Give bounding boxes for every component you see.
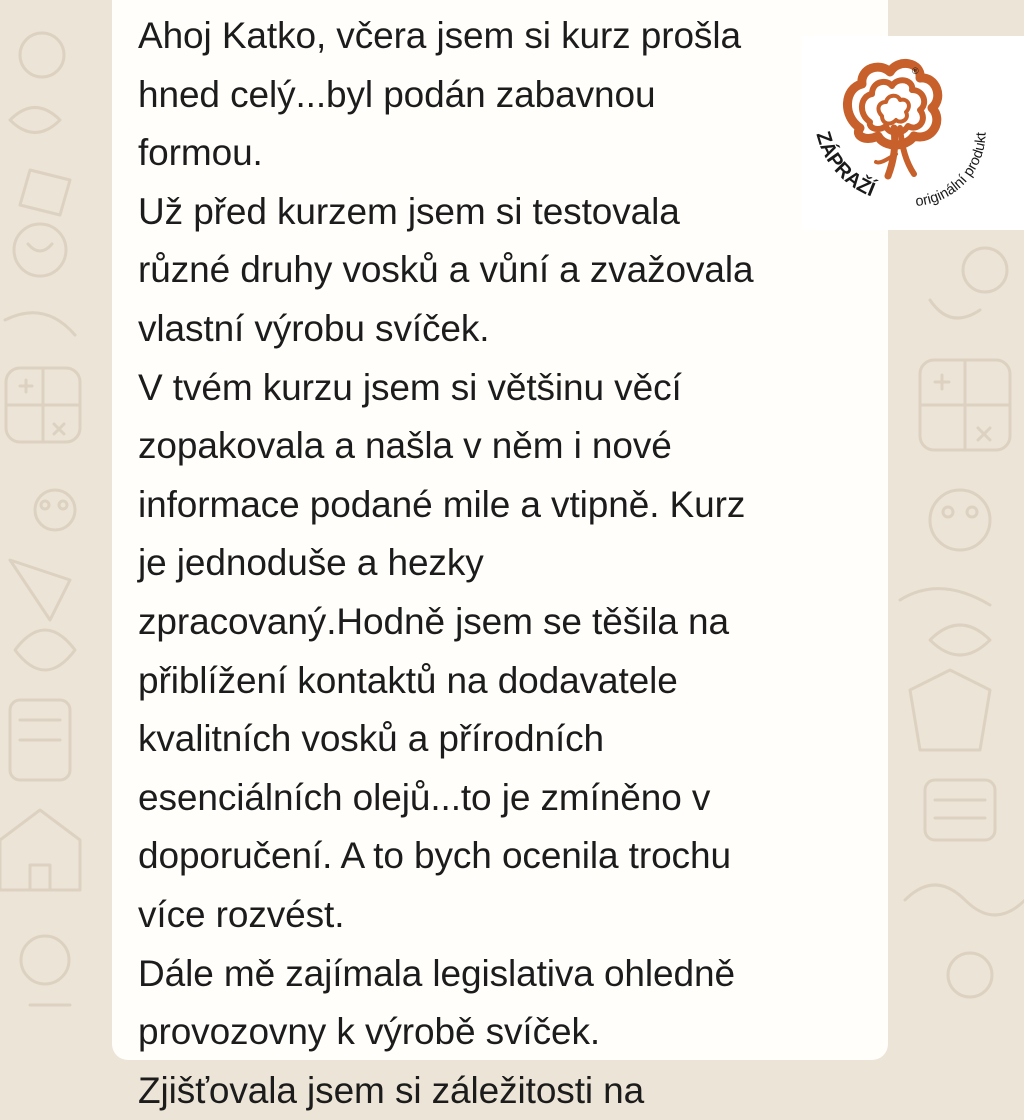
wallpaper-doodle [41,501,49,509]
brand-tagline: originální produkt [914,131,990,210]
message-line: zopakovala a našla v něm i nové [138,425,672,467]
wallpaper-doodle [930,490,990,550]
wallpaper-doodle [910,670,990,750]
message-line: více rozvést. [138,893,345,935]
message-line: kvalitních vosků a přírodních [138,718,604,760]
message-line: Zjišťovala jsem si záležitosti na [138,1069,645,1111]
message-line: formou. [138,132,263,174]
wallpaper-doodle [967,507,977,517]
wallpaper-doodle [5,313,75,335]
message-line: esenciálních olejů...to je zmíněno v [138,776,711,818]
wallpaper-doodle [963,248,1007,292]
message-line: hned celý...byl podán zabavnou [138,73,656,115]
wallpaper-doodle [20,33,64,77]
wallpaper-doodle [20,720,60,740]
wallpaper-doodle [943,507,953,517]
message-line: V tvém kurzu jsem si většinu věcí [138,366,682,408]
message-line: různé druhy vosků a vůní a zvažovala [138,249,754,291]
message-line: informace podané mile a vtipně. Kurz [138,483,746,525]
wallpaper-doodle [935,375,990,440]
wallpaper-doodle [21,936,69,984]
wallpaper-doodle [920,360,1010,450]
wallpaper-doodle [6,368,80,442]
wallpaper-doodle [15,630,75,670]
message-line: provozovny k výrobě svíček. [138,1011,601,1053]
wallpaper-doodle [59,501,67,509]
message-line: Dále mě zajímala legislativa ohledně [138,952,735,994]
message-line: doporučení. A to bych ocenila trochu [138,835,731,877]
wallpaper-doodle [900,589,990,605]
wallpaper-doodle [935,800,985,818]
message-line: je jednoduše a hezky [138,542,484,584]
message-line: zpracovaný.Hodně jsem se těšila na [138,600,729,642]
message-line: Už před kurzem jsem si testovala [138,190,680,232]
wallpaper-doodle [35,490,75,530]
wallpaper-doodle [10,560,70,620]
wallpaper-doodle [925,780,995,840]
wallpaper-doodle [930,625,990,655]
brand-logo [802,36,1024,230]
wallpaper-doodle [930,300,980,318]
message-line: přiblížení kontaktů na dodavatele [138,659,678,701]
wallpaper-doodle [905,885,1024,915]
message-line: vlastní výrobu svíček. [138,307,490,349]
wallpaper-doodle [948,953,992,997]
message-line: Ahoj Katko, včera jsem si kurz prošla [138,15,741,56]
tree-icon [802,36,1024,230]
wallpaper-doodle [20,170,70,215]
wallpaper-doodle [0,810,80,890]
wallpaper-doodle [28,244,52,251]
registered-mark: ® [912,66,919,76]
brand-name: ZÁPRAŽÍ [811,128,878,202]
message-bubble[interactable] [112,0,888,1111]
wallpaper-doodle [30,865,50,890]
wallpaper-doodle [10,108,60,133]
